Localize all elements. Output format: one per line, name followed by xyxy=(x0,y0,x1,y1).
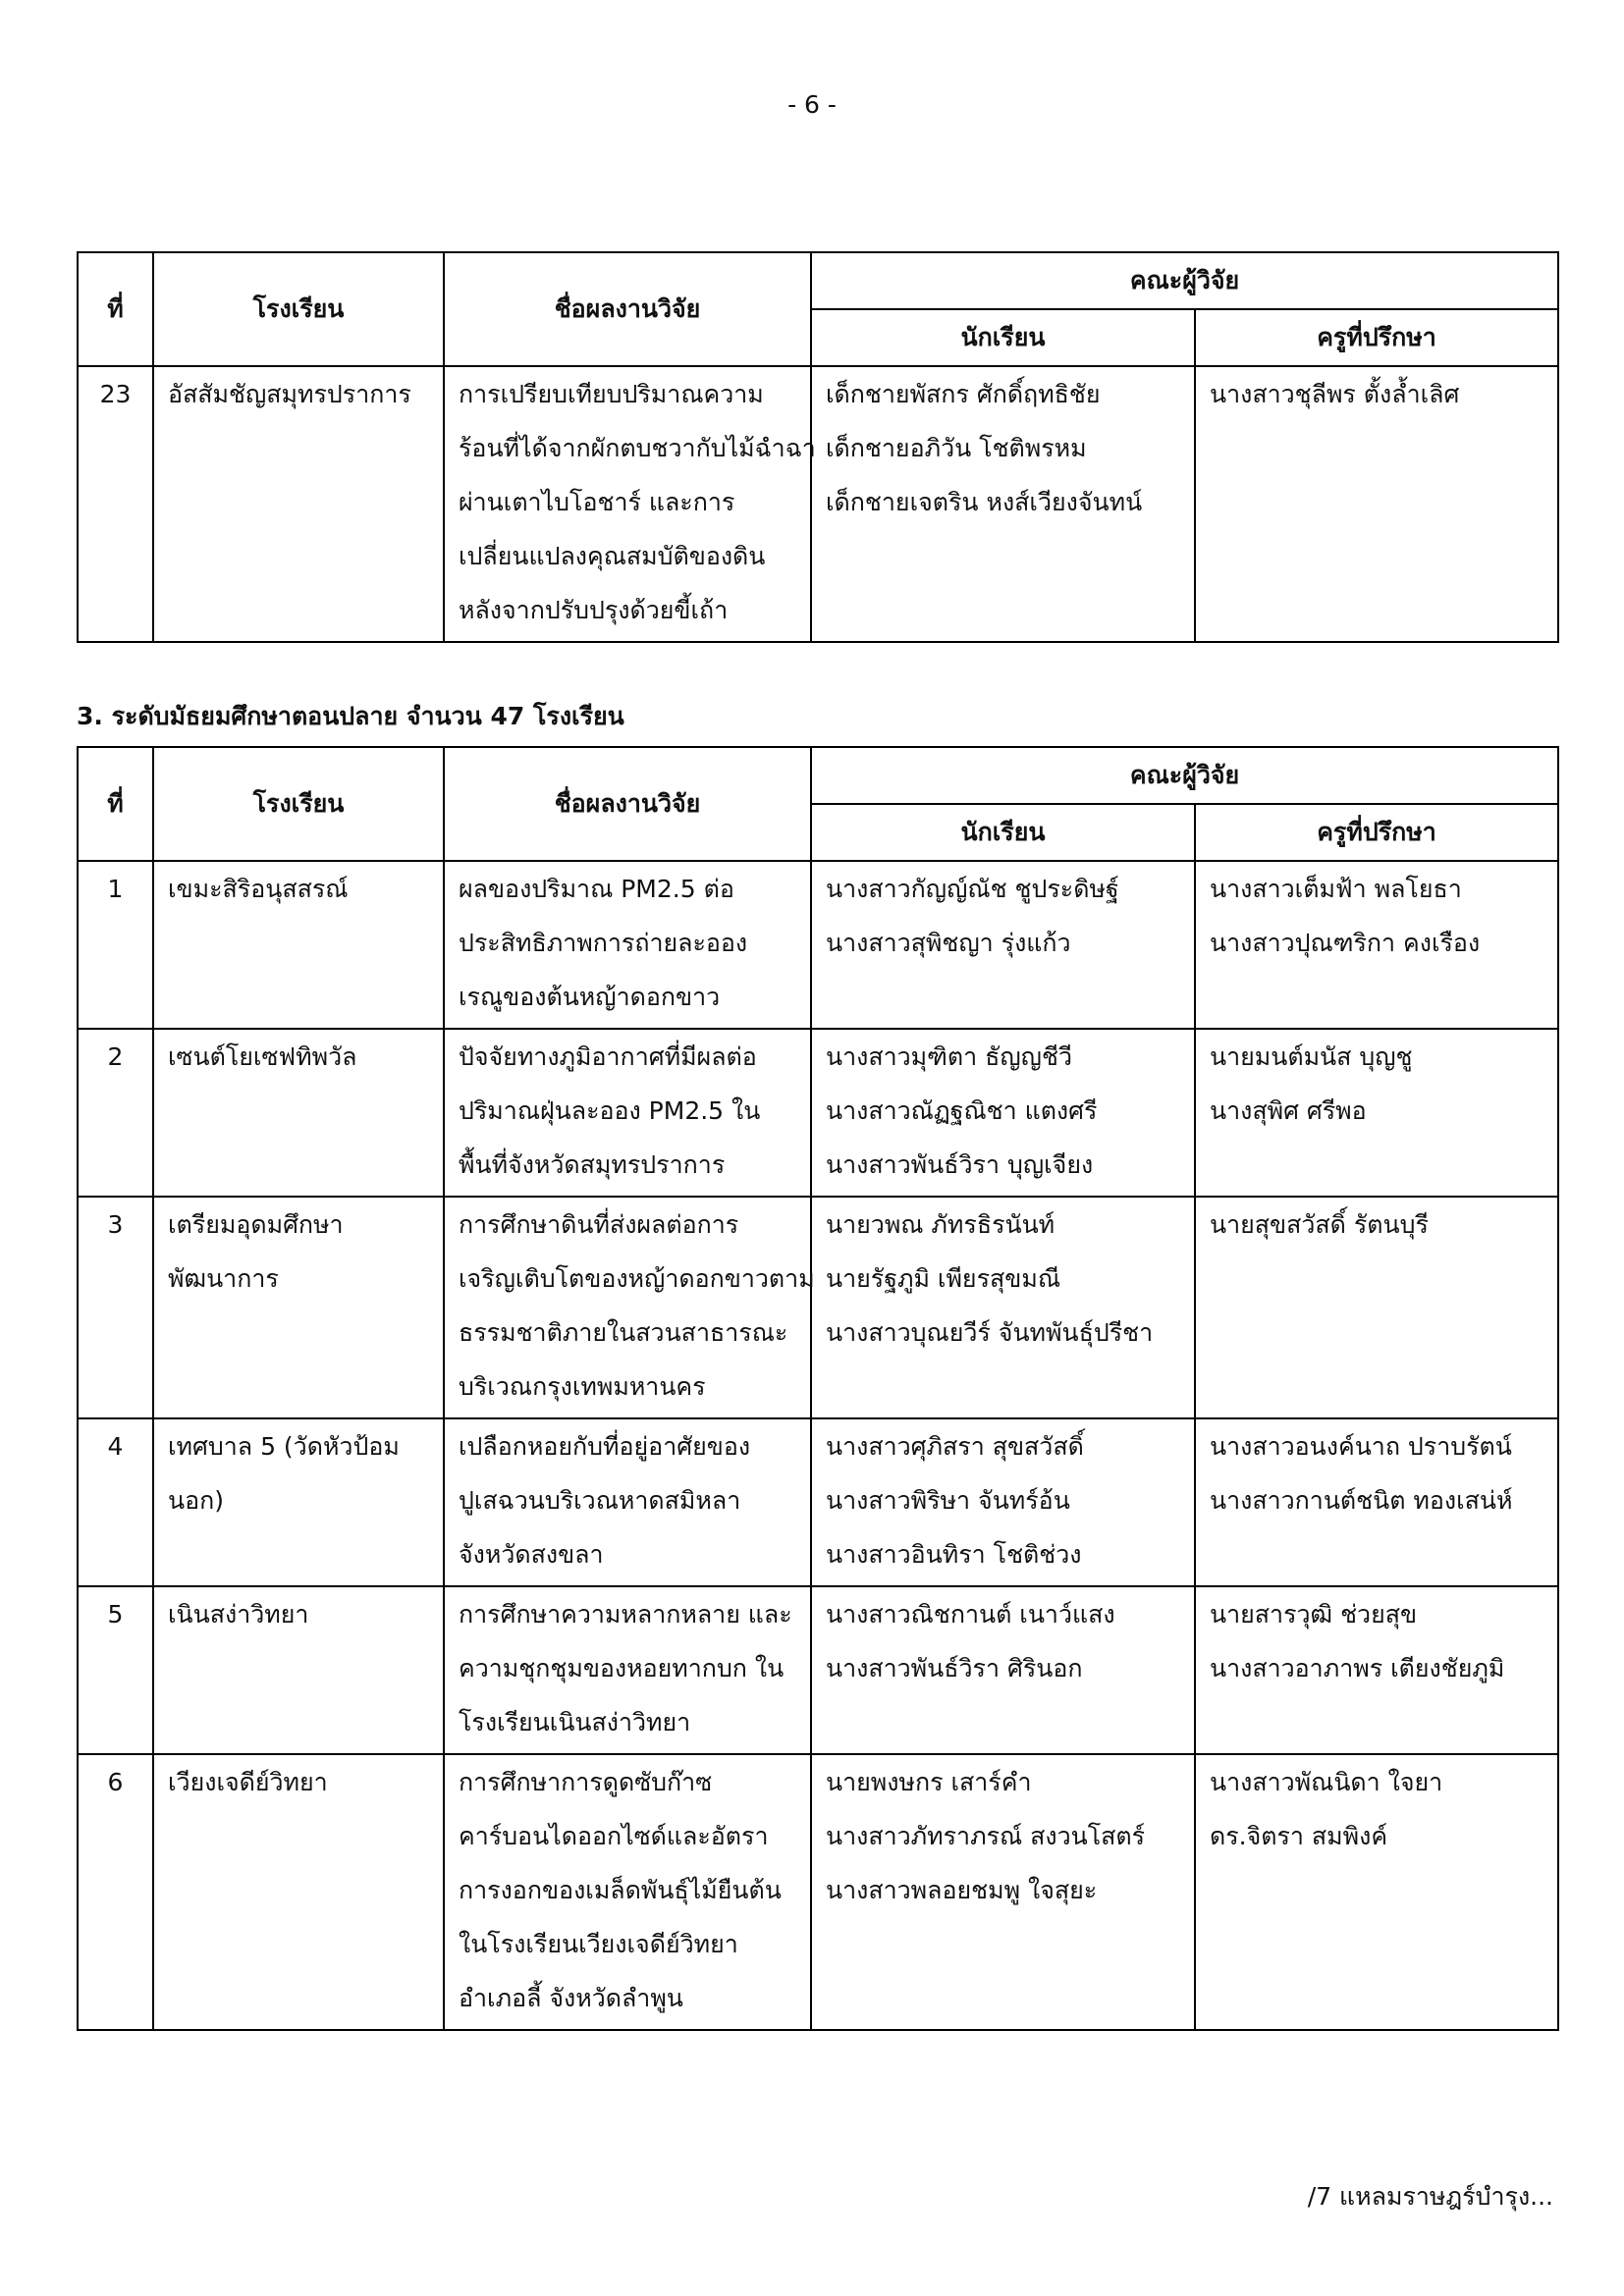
advisor-names xyxy=(1195,1754,1558,2030)
school-name xyxy=(153,366,444,642)
research-title xyxy=(444,1418,811,1586)
section-heading: 3. ระดับมัธยมศึกษาตอนปลาย จำนวน 47 โรงเรียน xyxy=(77,702,624,730)
research-title-line: เปลี่ยนแปลงคุณสมบัติของดิน xyxy=(459,542,766,570)
advisor-names-line: นางสาวอาภาพร เตียงชัยภูมิ xyxy=(1210,1654,1505,1682)
research-title-line: ผ่านเตาไบโอชาร์ และการ xyxy=(459,488,735,516)
advisor-names-line: นายสุขสวัสดิ์ รัตนบุรี xyxy=(1210,1210,1429,1239)
student-names xyxy=(811,1197,1195,1418)
student-names xyxy=(811,1586,1195,1754)
student-names-line: นางสาวมุฑิตา ธัญญชีวี xyxy=(826,1042,1072,1071)
advisor-names-line: นายมนต์มนัส บุญชู xyxy=(1210,1042,1413,1071)
school-name-line: นอก) xyxy=(168,1486,224,1515)
student-names xyxy=(811,1418,1195,1586)
school-name xyxy=(153,861,444,1029)
header-research-team: คณะผู้วิจัย xyxy=(811,747,1558,804)
student-names-line: นางสาวณัฏฐณิชา แตงศรี xyxy=(826,1096,1098,1125)
header-num: ที่ xyxy=(78,252,153,366)
footer-continuation-note: /7 แหลมราษฎร์บำรุง... xyxy=(1307,2182,1553,2211)
research-title xyxy=(444,1754,811,2030)
student-names xyxy=(811,366,1195,642)
table-header xyxy=(78,747,1558,861)
research-title-line: ประสิทธิภาพการถ่ายละออง xyxy=(459,929,748,957)
research-title-line: จังหวัดสงขลา xyxy=(459,1540,604,1569)
student-names-line: นางสาวศุภิสรา สุขสวัสดิ์ xyxy=(826,1432,1084,1461)
student-names xyxy=(811,1029,1195,1197)
advisor-names-line: นายสารวุฒิ ช่วยสุข xyxy=(1210,1600,1418,1629)
school-name xyxy=(153,1029,444,1197)
table-body xyxy=(78,861,1558,2030)
student-names-line: เด็กชายพัสกร ศักดิ์ฤทธิชัย xyxy=(826,380,1101,408)
advisor-names-line: นางสาวชุลีพร ตั้งล้ำเลิศ xyxy=(1210,380,1460,408)
table-row xyxy=(78,861,1558,1029)
student-names xyxy=(811,1754,1195,2030)
school-name xyxy=(153,1418,444,1586)
table-row xyxy=(78,1197,1558,1418)
research-title-line: คาร์บอนไดออกไซด์และอัตรา xyxy=(459,1822,769,1850)
table-row xyxy=(78,1586,1558,1754)
student-names-line: นายรัฐภูมิ เพียรสุขมณี xyxy=(826,1264,1061,1293)
school-name-line: เซนต์โยเซฟทิพวัล xyxy=(168,1042,357,1071)
header-num: ที่ xyxy=(78,747,153,861)
research-title xyxy=(444,1029,811,1197)
research-title-line: ความชุกชุมของหอยทากบก ใน xyxy=(459,1654,785,1682)
row-number: 23 xyxy=(78,366,153,642)
research-title-line: ปูเสฉวนบริเวณหาดสมิหลา xyxy=(459,1486,741,1515)
research-title xyxy=(444,1197,815,1418)
row-number: 6 xyxy=(78,1754,153,2030)
school-name-line: เตรียมอุดมศึกษา xyxy=(168,1210,344,1239)
student-names-line: นางสาวณิชกานต์ เนาว์แสง xyxy=(826,1600,1115,1629)
student-names-line: นางสาวบุณยวีร์ จันทพันธุ์ปรีชา xyxy=(826,1318,1154,1347)
row-number: 5 xyxy=(78,1586,153,1754)
research-title-line: การเปรียบเทียบปริมาณความ xyxy=(459,380,764,408)
research-title xyxy=(444,366,816,642)
student-names-line: นายพงษกร เสาร์คำ xyxy=(826,1768,1032,1796)
research-title xyxy=(444,1586,811,1754)
advisor-names xyxy=(1195,1029,1558,1197)
table-row xyxy=(78,366,1558,642)
research-title-line: ปริมาณฝุ่นละออง PM2.5 ใน xyxy=(459,1096,761,1125)
student-names-line: นางสาวสุพิชญา รุ่งแก้ว xyxy=(826,929,1071,957)
school-name-line: เวียงเจดีย์วิทยา xyxy=(168,1768,328,1796)
research-title-line: ผลของปริมาณ PM2.5 ต่อ xyxy=(459,875,734,903)
advisor-names-line: นางสาวอนงค์นาถ ปราบรัตน์ xyxy=(1210,1432,1512,1461)
research-title-line: การงอกของเมล็ดพันธุ์ไม้ยืนต้น xyxy=(459,1876,782,1904)
student-names-line: เด็กชายเจตริน หงส์เวียงจันทน์ xyxy=(826,488,1143,516)
school-name-line: เทศบาล 5 (วัดหัวป้อม xyxy=(168,1432,400,1461)
advisor-names-line: นางสาวปุณฑริกา คงเรือง xyxy=(1210,929,1481,957)
research-title-line: ธรรมชาติภายในสวนสาธารณะ xyxy=(459,1318,788,1347)
research-title-line: พื้นที่จังหวัดสมุทรปราการ xyxy=(459,1150,726,1179)
advisor-names-line: นางสุพิศ ศรีพอ xyxy=(1210,1096,1367,1125)
advisor-names xyxy=(1195,1197,1558,1418)
student-names-line: นางสาวพันธ์วิรา ศิรินอก xyxy=(826,1654,1083,1682)
school-name xyxy=(153,1197,444,1418)
advisor-names-line: นางสาวเต็มฟ้า พลโยธา xyxy=(1210,875,1462,903)
research-title-line: เปลือกหอยกับที่อยู่อาศัยของ xyxy=(459,1432,751,1461)
research-title-line: เจริญเติบโตของหญ้าดอกขาวตาม xyxy=(459,1264,815,1293)
research-title-line: โรงเรียนเนินสง่าวิทยา xyxy=(459,1708,691,1736)
row-number: 3 xyxy=(78,1197,153,1418)
table-row xyxy=(78,1754,1558,2030)
research-title-line: ร้อนที่ได้จากผักตบชวากับไม้ฉำฉา xyxy=(459,434,816,462)
header-school: โรงเรียน xyxy=(153,747,444,861)
research-title xyxy=(444,861,811,1029)
research-title-line: ในโรงเรียนเวียงเจดีย์วิทยา xyxy=(459,1930,738,1958)
school-name-line: เนินสง่าวิทยา xyxy=(168,1600,309,1629)
student-names-line: นางสาวพลอยชมพู ใจสุยะ xyxy=(826,1876,1098,1904)
research-table-lower-secondary xyxy=(77,251,1559,643)
table-header xyxy=(78,252,1558,366)
header-teachers: ครูที่ปรึกษา xyxy=(1195,804,1558,861)
advisor-names xyxy=(1195,366,1558,642)
header-teachers: ครูที่ปรึกษา xyxy=(1195,309,1558,366)
page-number: - 6 - xyxy=(787,90,837,119)
research-title-line: เรณูของต้นหญ้าดอกขาว xyxy=(459,983,721,1011)
row-number: 2 xyxy=(78,1029,153,1197)
table-body xyxy=(78,366,1558,642)
advisor-names-line: นางสาวกานต์ชนิต ทองเสน่ห์ xyxy=(1210,1486,1513,1515)
student-names-line: นางสาวภัทราภรณ์ สงวนโสตร์ xyxy=(826,1822,1146,1850)
research-title-line: ปัจจัยทางภูมิอากาศที่มีผลต่อ xyxy=(459,1042,757,1071)
header-title: ชื่อผลงานวิจัย xyxy=(444,747,811,861)
header-research-team: คณะผู้วิจัย xyxy=(811,252,1558,309)
school-name-line: เขมะสิริอนุสสรณ์ xyxy=(168,875,349,903)
header-students: นักเรียน xyxy=(811,309,1195,366)
student-names-line: นางสาวอินทิรา โชติช่วง xyxy=(826,1540,1082,1569)
research-title-line: การศึกษาการดูดซับก๊าซ xyxy=(459,1768,713,1796)
table-row xyxy=(78,1029,1558,1197)
row-number: 4 xyxy=(78,1418,153,1586)
advisor-names xyxy=(1195,861,1558,1029)
advisor-names xyxy=(1195,1418,1558,1586)
student-names xyxy=(811,861,1195,1029)
school-name-line: พัฒนาการ xyxy=(168,1264,279,1293)
student-names-line: นายวพณ ภัทรธิรนันท์ xyxy=(826,1210,1056,1239)
header-title: ชื่อผลงานวิจัย xyxy=(444,252,811,366)
research-title-line: การศึกษาดินที่ส่งผลต่อการ xyxy=(459,1210,739,1239)
research-title-line: หลังจากปรับปรุงด้วยขี้เถ้า xyxy=(459,596,729,624)
research-table-upper-secondary xyxy=(77,746,1559,2031)
header-students: นักเรียน xyxy=(811,804,1195,861)
research-title-line: การศึกษาความหลากหลาย และ xyxy=(459,1600,792,1629)
student-names-line: นางสาวพันธ์วิรา บุญเจียง xyxy=(826,1150,1094,1179)
advisor-names-line: ดร.จิตรา สมพิงค์ xyxy=(1210,1822,1388,1850)
row-number: 1 xyxy=(78,861,153,1029)
student-names-line: เด็กชายอภิวัน โชติพรหม xyxy=(826,434,1087,462)
school-name xyxy=(153,1754,444,2030)
school-name-line: อัสสัมชัญสมุทรปราการ xyxy=(168,380,411,408)
advisor-names-line: นางสาวพัณนิดา ใจยา xyxy=(1210,1768,1443,1796)
student-names-line: นางสาวกัญญ์ณัช ชูประดิษฐ์ xyxy=(826,875,1119,903)
research-title-line: บริเวณกรุงเทพมหานคร xyxy=(459,1372,706,1401)
table-row xyxy=(78,1418,1558,1586)
student-names-line: นางสาวพิริษา จันทร์อ้น xyxy=(826,1486,1070,1515)
advisor-names xyxy=(1195,1586,1558,1754)
header-school: โรงเรียน xyxy=(153,252,444,366)
school-name xyxy=(153,1586,444,1754)
research-title-line: อำเภอลี้ จังหวัดลำพูน xyxy=(459,1984,683,2012)
